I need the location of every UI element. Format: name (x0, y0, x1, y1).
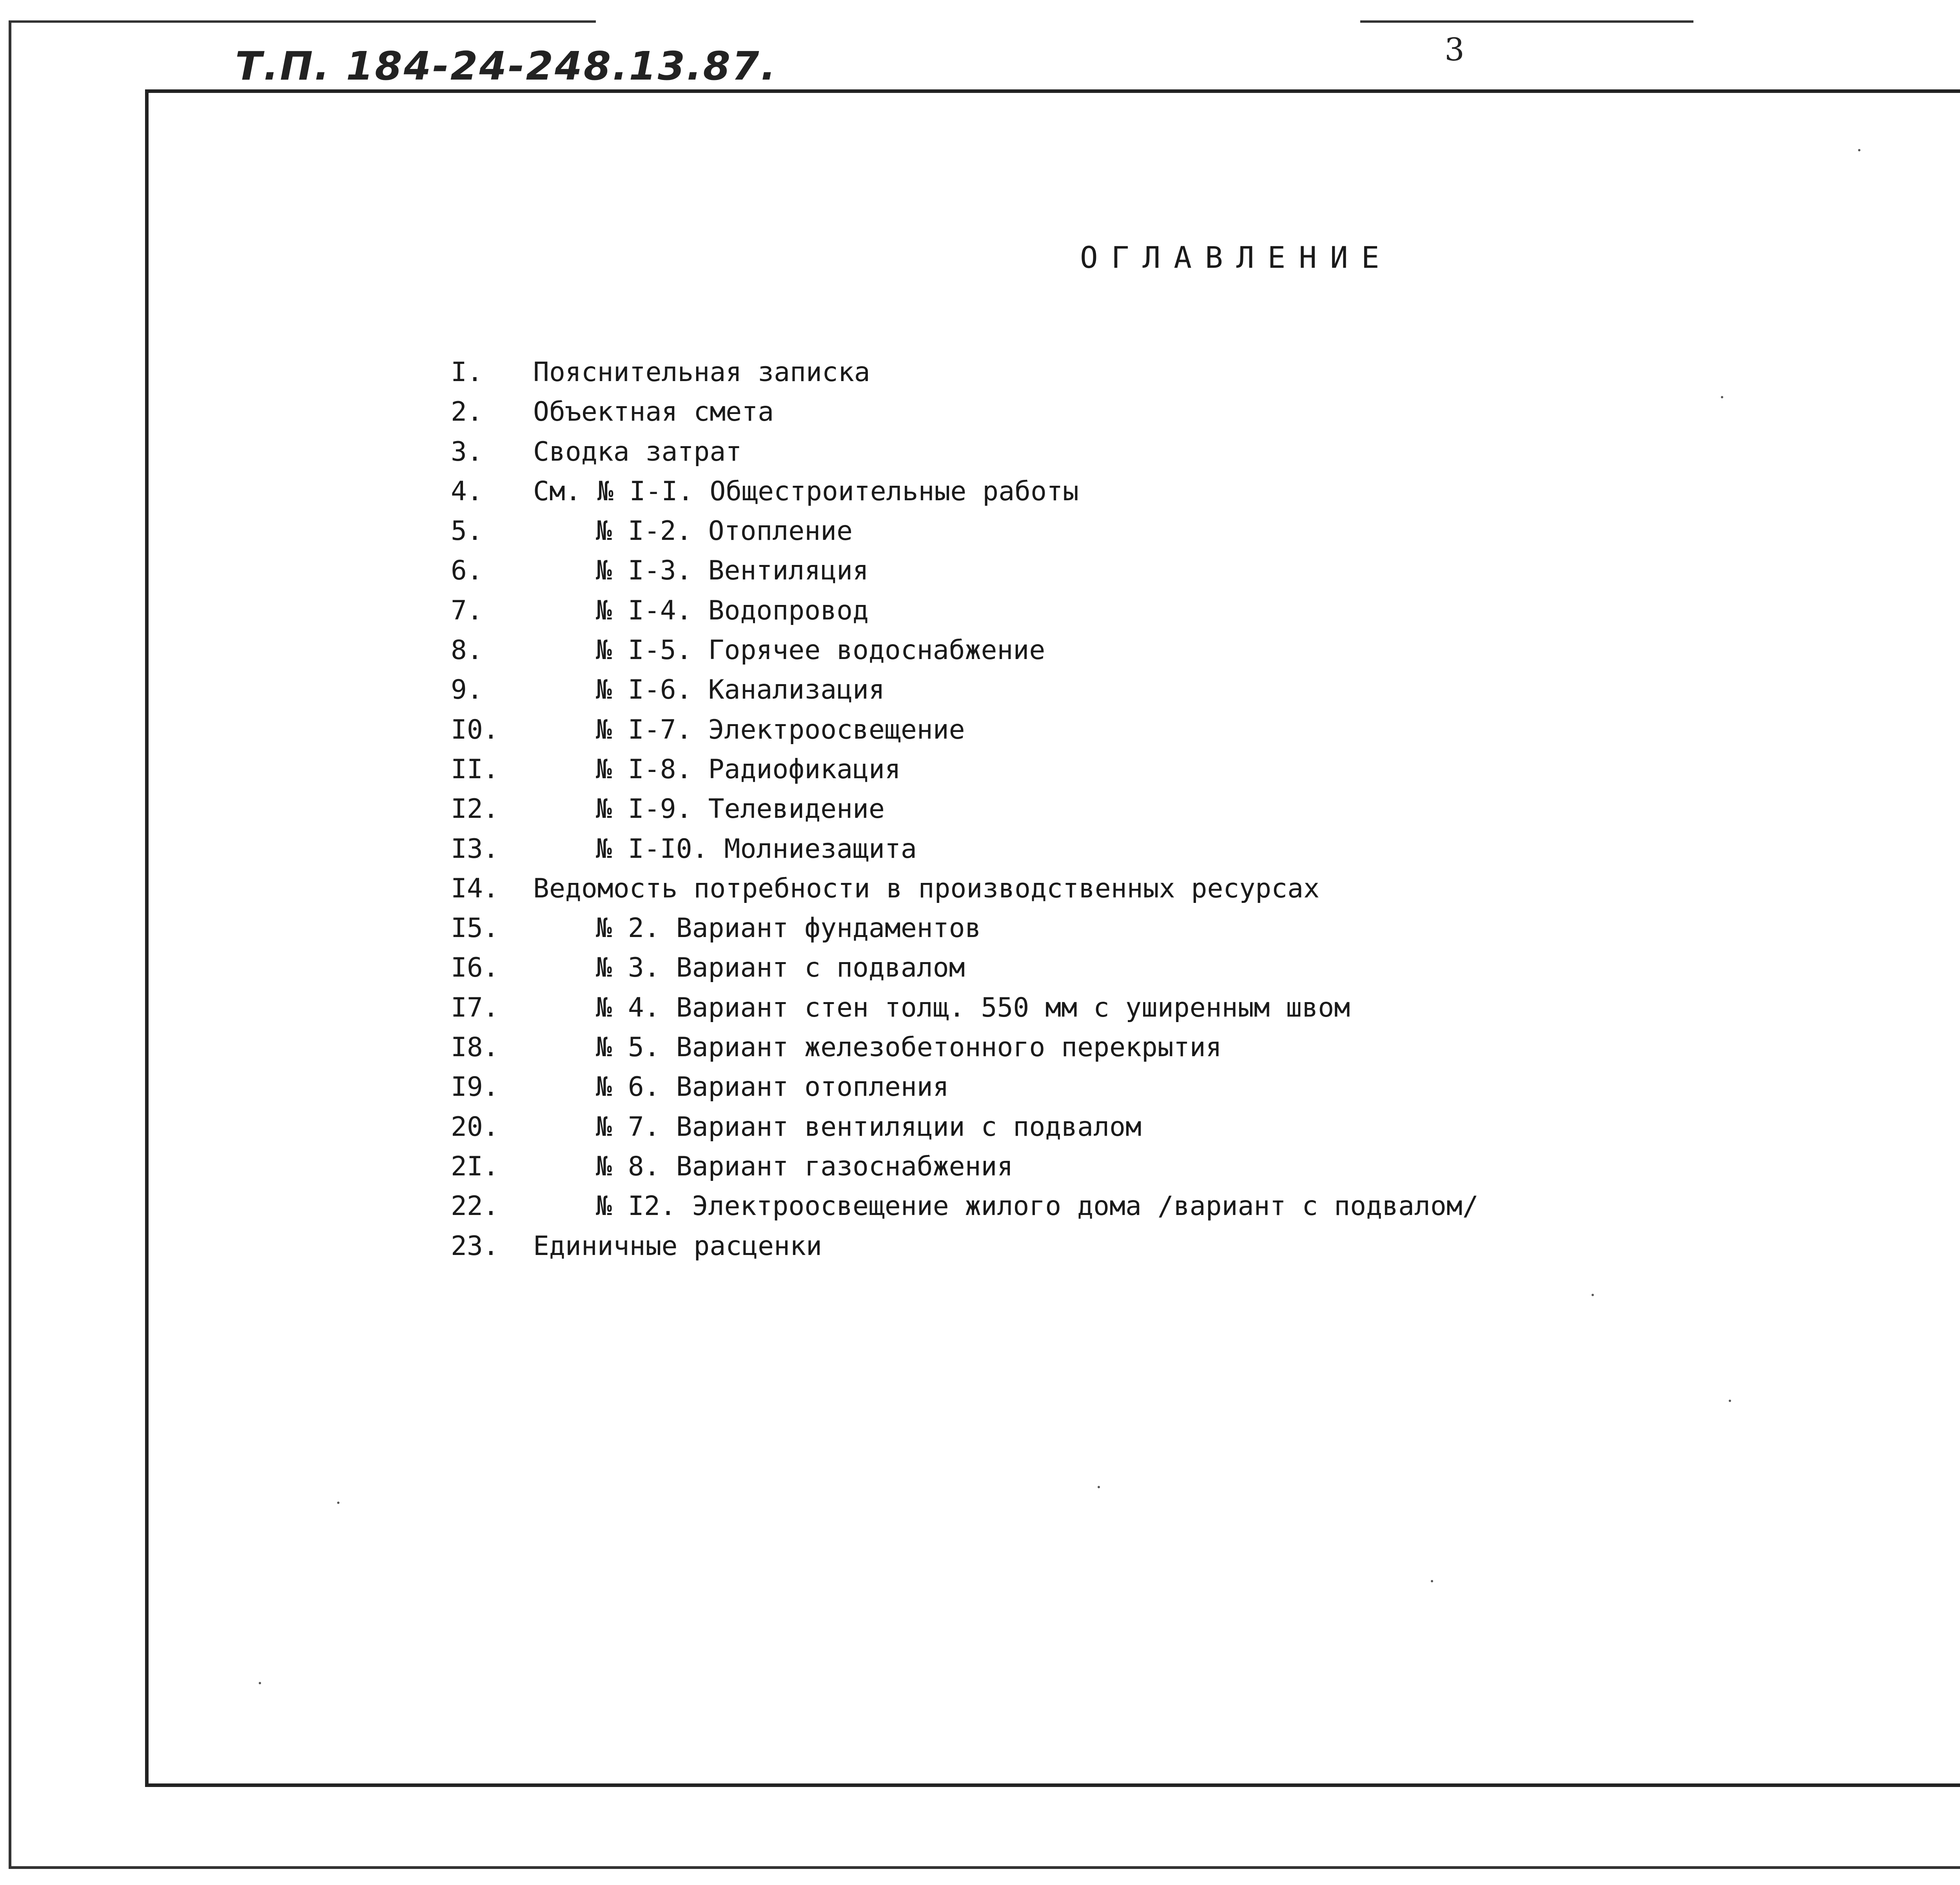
scan-speck (1431, 1580, 1433, 1582)
toc-entry-number: I4. (451, 873, 499, 904)
toc-entry-title: № 4. Вариант стен толщ. 550 мм с уширенным швом (596, 992, 1350, 1023)
toc-entry (0, 1191, 1960, 1230)
toc-entry-title: № 3. Вариант с подвалом (596, 952, 965, 984)
scan-speck (1098, 1486, 1100, 1488)
toc-list (0, 357, 1960, 1270)
toc-entry (0, 357, 1960, 396)
toc-entry (0, 555, 1960, 595)
toc-entry-number: 20. (451, 1111, 499, 1142)
toc-entry (0, 1151, 1960, 1191)
scan-speck (259, 1682, 261, 1684)
toc-entry (0, 436, 1960, 476)
toc-entry (0, 674, 1960, 714)
toc-entry (0, 635, 1960, 674)
toc-entry-number: I9. (451, 1071, 499, 1103)
toc-entry-number: 22. (451, 1191, 499, 1222)
toc-title: ОГЛАВЛЕНИЕ (1080, 240, 1393, 275)
toc-entry-number: I. (451, 357, 483, 388)
toc-entry (0, 476, 1960, 516)
toc-entry-number: 4. (451, 476, 483, 507)
border-gap (1693, 17, 1960, 25)
toc-entry-number: I7. (451, 992, 499, 1023)
toc-entry-number: II. (451, 754, 499, 785)
scan-speck (1592, 1294, 1594, 1296)
toc-entry-number: 2I. (451, 1151, 499, 1182)
toc-entry (0, 1032, 1960, 1071)
toc-entry-number: 9. (451, 674, 483, 706)
toc-entry (0, 516, 1960, 555)
toc-entry-title: № 2. Вариант фундаментов (596, 913, 981, 944)
toc-entry (0, 873, 1960, 913)
toc-entry (0, 1231, 1960, 1270)
toc-entry-title: № 8. Вариант газоснабжения (596, 1151, 1013, 1182)
toc-entry-number: I2. (451, 794, 499, 825)
toc-entry-title: № I-9. Телевидение (596, 794, 885, 825)
toc-entry-number: 8. (451, 635, 483, 666)
toc-entry-number: I0. (451, 714, 499, 745)
toc-entry-number: I5. (451, 913, 499, 944)
toc-entry (0, 952, 1960, 992)
toc-entry (0, 1111, 1960, 1151)
toc-entry (0, 714, 1960, 754)
toc-entry (0, 834, 1960, 873)
toc-entry-title: № 6. Вариант отопления (596, 1071, 949, 1103)
toc-entry (0, 913, 1960, 952)
toc-entry (0, 754, 1960, 794)
border-gap (596, 17, 1360, 25)
toc-entry-number: 23. (451, 1230, 499, 1262)
toc-entry-number: 3. (451, 436, 483, 467)
toc-entry-title: См. № I-I. Общестроительные работы (533, 476, 1079, 507)
scan-speck (1721, 396, 1723, 398)
toc-entry-number: 6. (451, 555, 483, 587)
document-code: Т.П. 184-24-248.13.87. (235, 43, 777, 89)
toc-entry-title: № 5. Вариант железобетонного перекрытия (596, 1032, 1222, 1063)
toc-entry-number: 2. (451, 396, 483, 428)
scan-speck (1729, 1400, 1731, 1402)
toc-entry-number: I8. (451, 1032, 499, 1063)
sheet-number: 3 (1445, 31, 1465, 68)
toc-entry-number: 7. (451, 595, 483, 626)
toc-entry-title: Пояснительная записка (533, 357, 870, 388)
toc-entry-title: № I-6. Канализация (596, 674, 885, 706)
toc-entry-title: № I-4. Водопровод (596, 595, 869, 626)
toc-entry-title: № I-2. Отопление (596, 516, 853, 547)
scan-speck (337, 1502, 339, 1504)
toc-entry-title: № I-3. Вентиляция (596, 555, 869, 587)
scan-speck (1858, 149, 1860, 151)
toc-entry-number: I6. (451, 952, 499, 984)
toc-entry-title: № I-5. Горячее водоснабжение (596, 635, 1045, 666)
toc-entry-title: Объектная смета (533, 396, 774, 428)
toc-entry-title: Единичные расценки (533, 1230, 822, 1262)
toc-entry-title: Сводка затрат (533, 436, 742, 467)
toc-entry-title: Ведомость потребности в производственных ресурсах (533, 873, 1320, 904)
toc-entry-title: № I-8. Радиофикация (596, 754, 901, 785)
toc-entry-title: № 7. Вариант вентиляции с подвалом (596, 1111, 1142, 1142)
toc-entry (0, 992, 1960, 1032)
toc-entry-title: № I-7. Электроосвещение (596, 714, 965, 745)
toc-entry-title: № I-I0. Молниезащита (596, 833, 917, 864)
toc-entry-number: I3. (451, 833, 499, 864)
toc-entry-title: № I2. Электроосвещение жилого дома /вариант с подвалом/ (596, 1191, 1479, 1222)
toc-entry-number: 5. (451, 516, 483, 547)
toc-entry (0, 595, 1960, 635)
toc-entry (0, 794, 1960, 833)
toc-entry (0, 1071, 1960, 1111)
toc-entry (0, 396, 1960, 436)
